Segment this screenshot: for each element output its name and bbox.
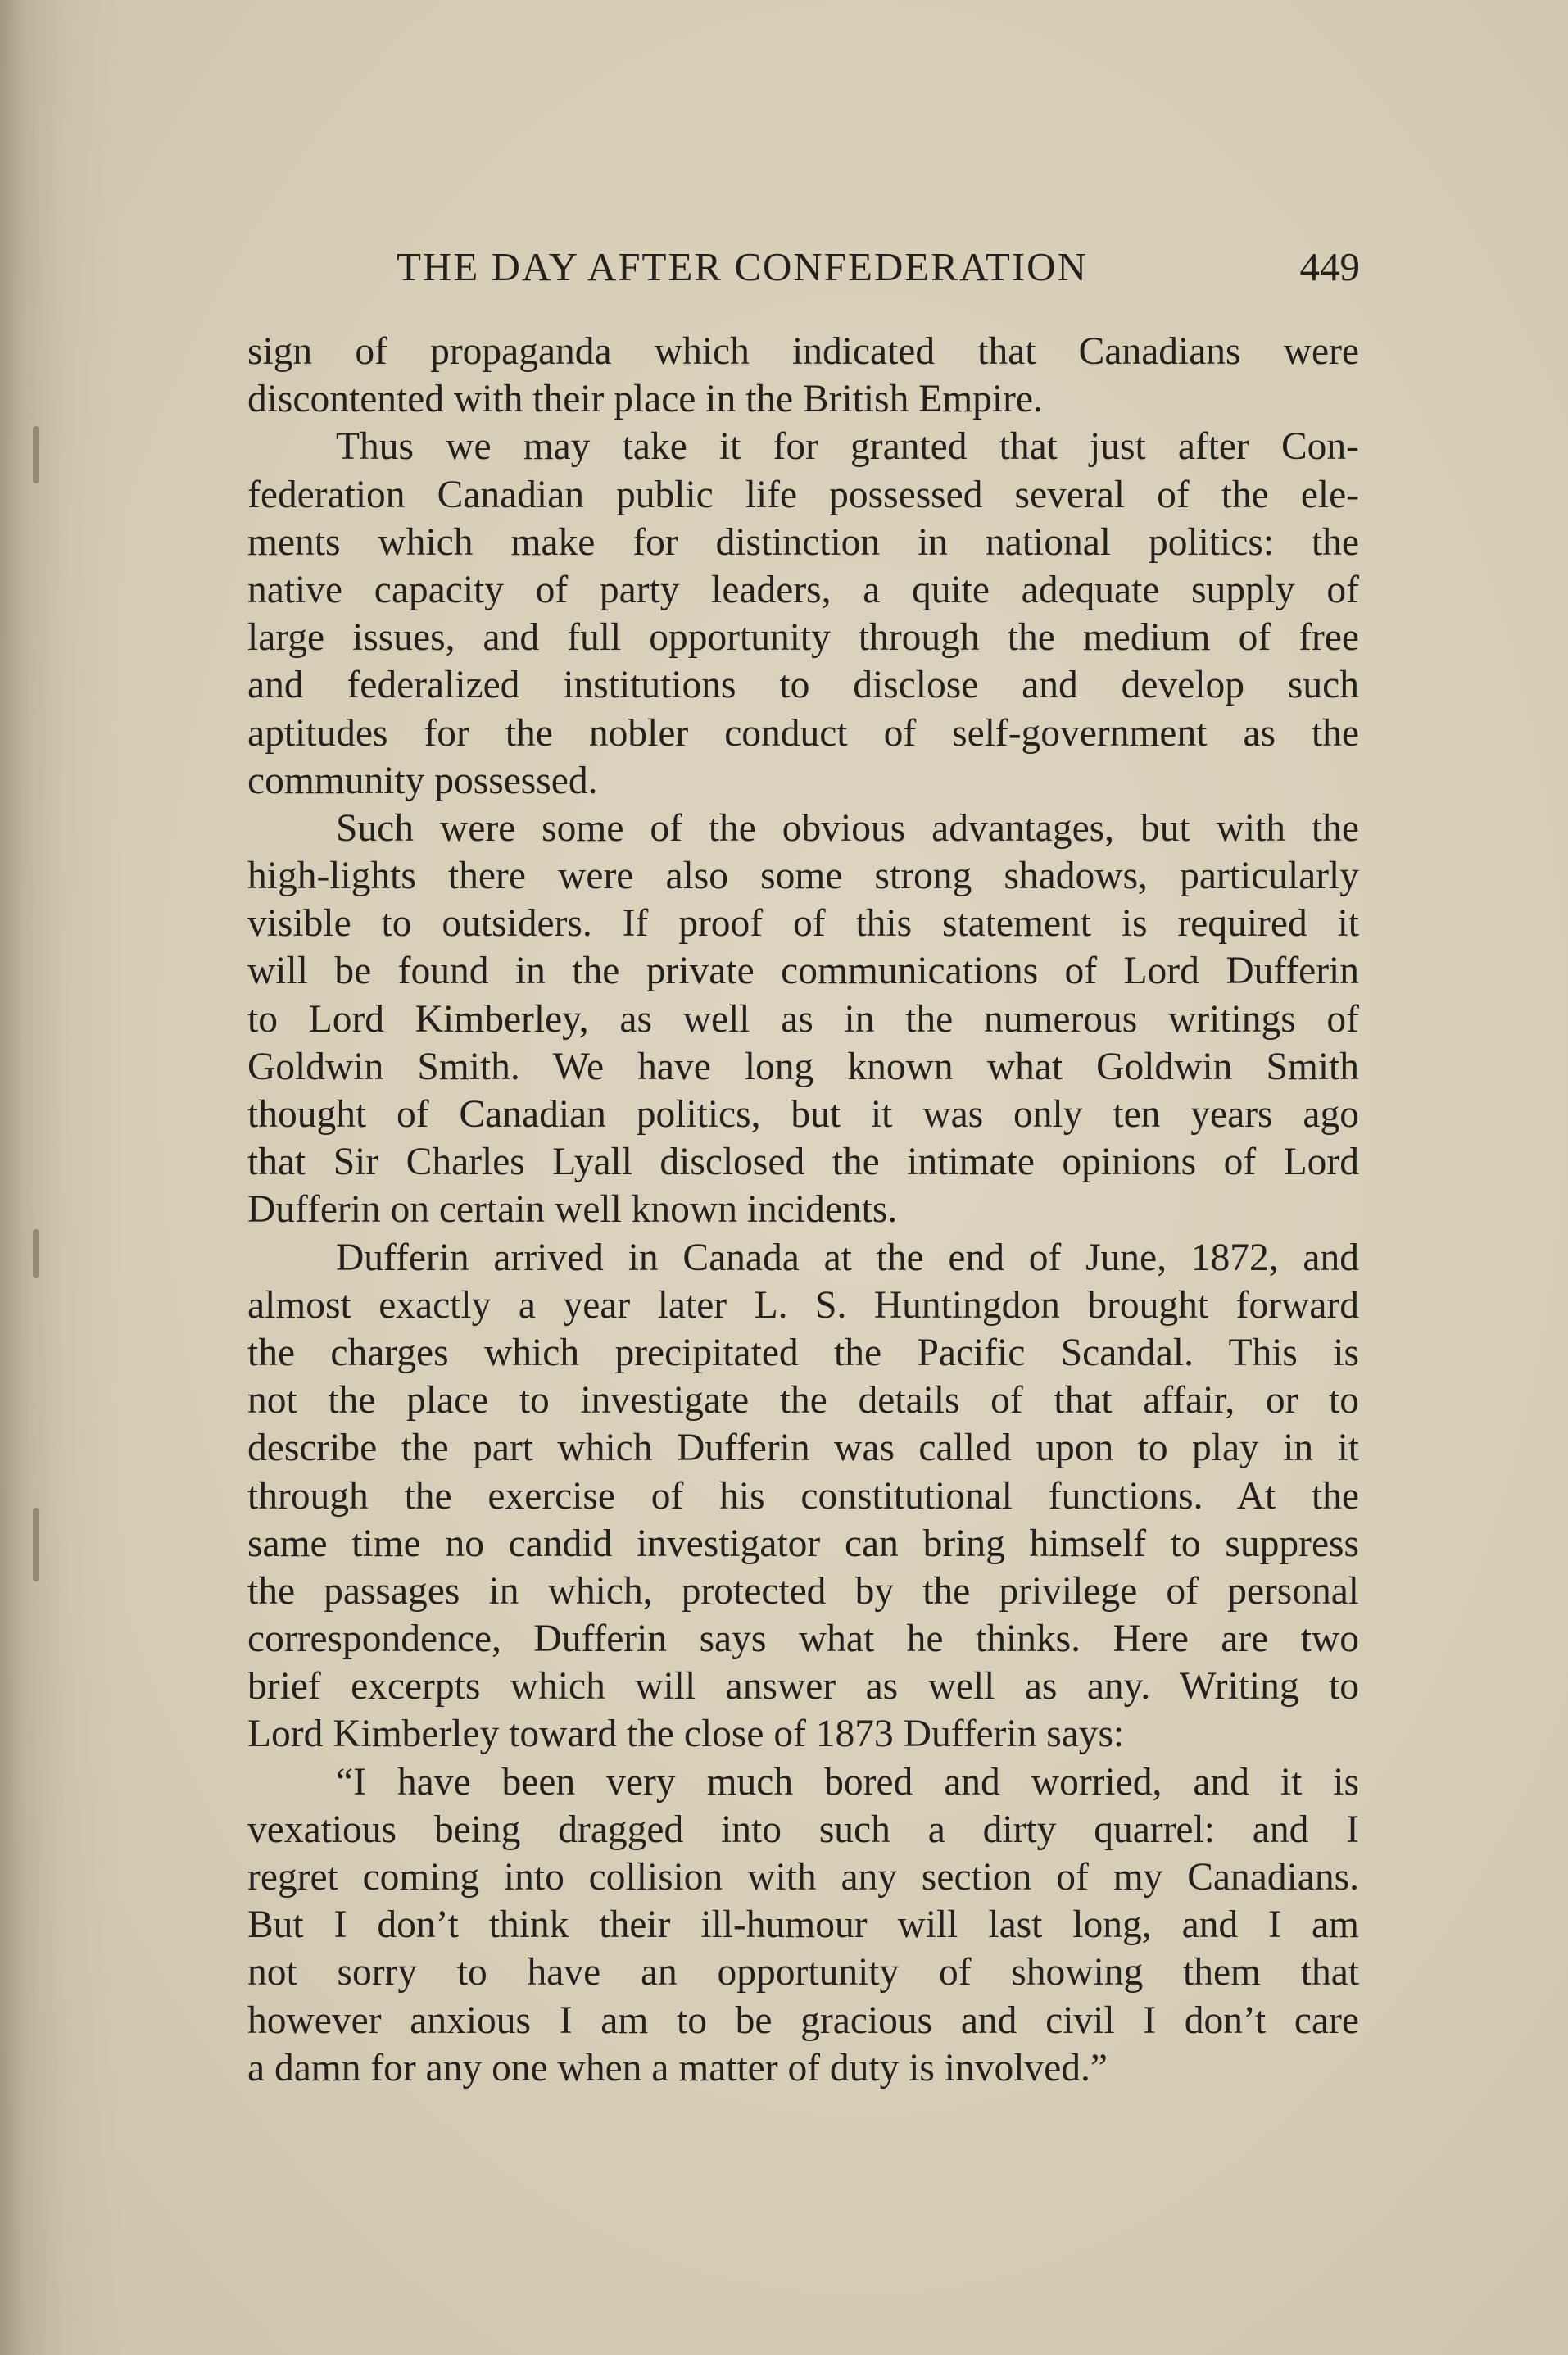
text-line: same time no candid investigator can bring himself to suppress [247,1522,1359,1565]
text-line: that Sir Charles Lyall disclosed the intimate opinions of Lord [247,1141,1359,1184]
text-line: vexatious being dragged into such a dirty quarrel: and I [247,1808,1359,1851]
text-line: Dufferin on certain well known incidents. [247,1188,898,1232]
text-line: Such were some of the obvious advantages, but with the [336,806,1359,850]
page-header [397,243,1360,292]
page-number: 449 [1299,244,1360,289]
text-line: “I have been very much bored and worried, and it is [336,1760,1359,1804]
text-line: But I don’t think their ill-humour will last long, and I am [247,1904,1359,1947]
text-line: and federalized institutions to disclose and develop such [247,664,1359,707]
text-line: not the place to investigate the details of that affair, or to [247,1379,1359,1423]
text-line: ments which make for distinction in national politics: the [247,520,1359,564]
text-line: however anxious I am to be gracious and civil I don’t care [247,1999,1359,2042]
text-line: sign of propaganda which indicated that Canadians were [247,330,1359,373]
text-line: thought of Canadian politics, but it was only ten years ago [247,1093,1359,1136]
text-line: describe the part which Dufferin was called upon to play in it [247,1427,1359,1470]
text-line: brief excerpts which will answer as well as any. Writing to [247,1665,1359,1708]
text-line: will be found in the private communications of Lord Dufferin [247,950,1359,993]
text-line: regret coming into collision with any section of my Canadians. [247,1856,1359,1899]
text-line: Thus we may take it for granted that just after Con- [336,425,1359,469]
text-line: discontented with their place in the British Empire. [247,378,1043,421]
text-line: community possessed. [247,759,598,802]
text-line: high-lights there were also some strong shadows, particularly [247,855,1359,898]
binding-shadow-mark [33,1508,39,1581]
text-line: Dufferin arrived in Canada at the end of June, 1872, and [336,1236,1359,1279]
running-head: THE DAY AFTER CONFEDERATION [397,244,1088,289]
text-line: almost exactly a year later L. S. Huntingdon brought forward [247,1283,1359,1327]
body-text [247,328,1359,2092]
binding-shadow-mark [33,1229,39,1278]
text-line: native capacity of party leaders, a quite adequate supply of [247,568,1359,611]
text-line: Goldwin Smith. We have long known what Goldwin Smith [247,1045,1359,1088]
text-line: correspondence, Dufferin says what he thinks. Here are two [247,1618,1359,1661]
text-line: large issues, and full opportunity through the medium of free [247,616,1359,660]
text-line: a damn for any one when a matter of duty is involved.” [247,2046,1108,2090]
text-line: not sorry to have an opportunity of showing them that [247,1951,1359,1994]
binding-shadow-mark [33,426,39,483]
text-line: Lord Kimberley toward the close of 1873 Dufferin says: [247,1713,1125,1756]
text-line: to Lord Kimberley, as well as in the numerous writings of [247,997,1359,1041]
text-line: through the exercise of his constitutional functions. At the [247,1474,1359,1518]
text-line: the passages in which, protected by the privilege of personal [247,1569,1359,1613]
text-line: aptitudes for the nobler conduct of self-government as the [247,711,1359,755]
text-line: the charges which precipitated the Pacific Scandal. This is [247,1331,1359,1374]
text-line: federation Canadian public life possessed several of the ele- [247,473,1359,516]
text-line: visible to outsiders. If proof of this statement is required it [247,902,1359,946]
